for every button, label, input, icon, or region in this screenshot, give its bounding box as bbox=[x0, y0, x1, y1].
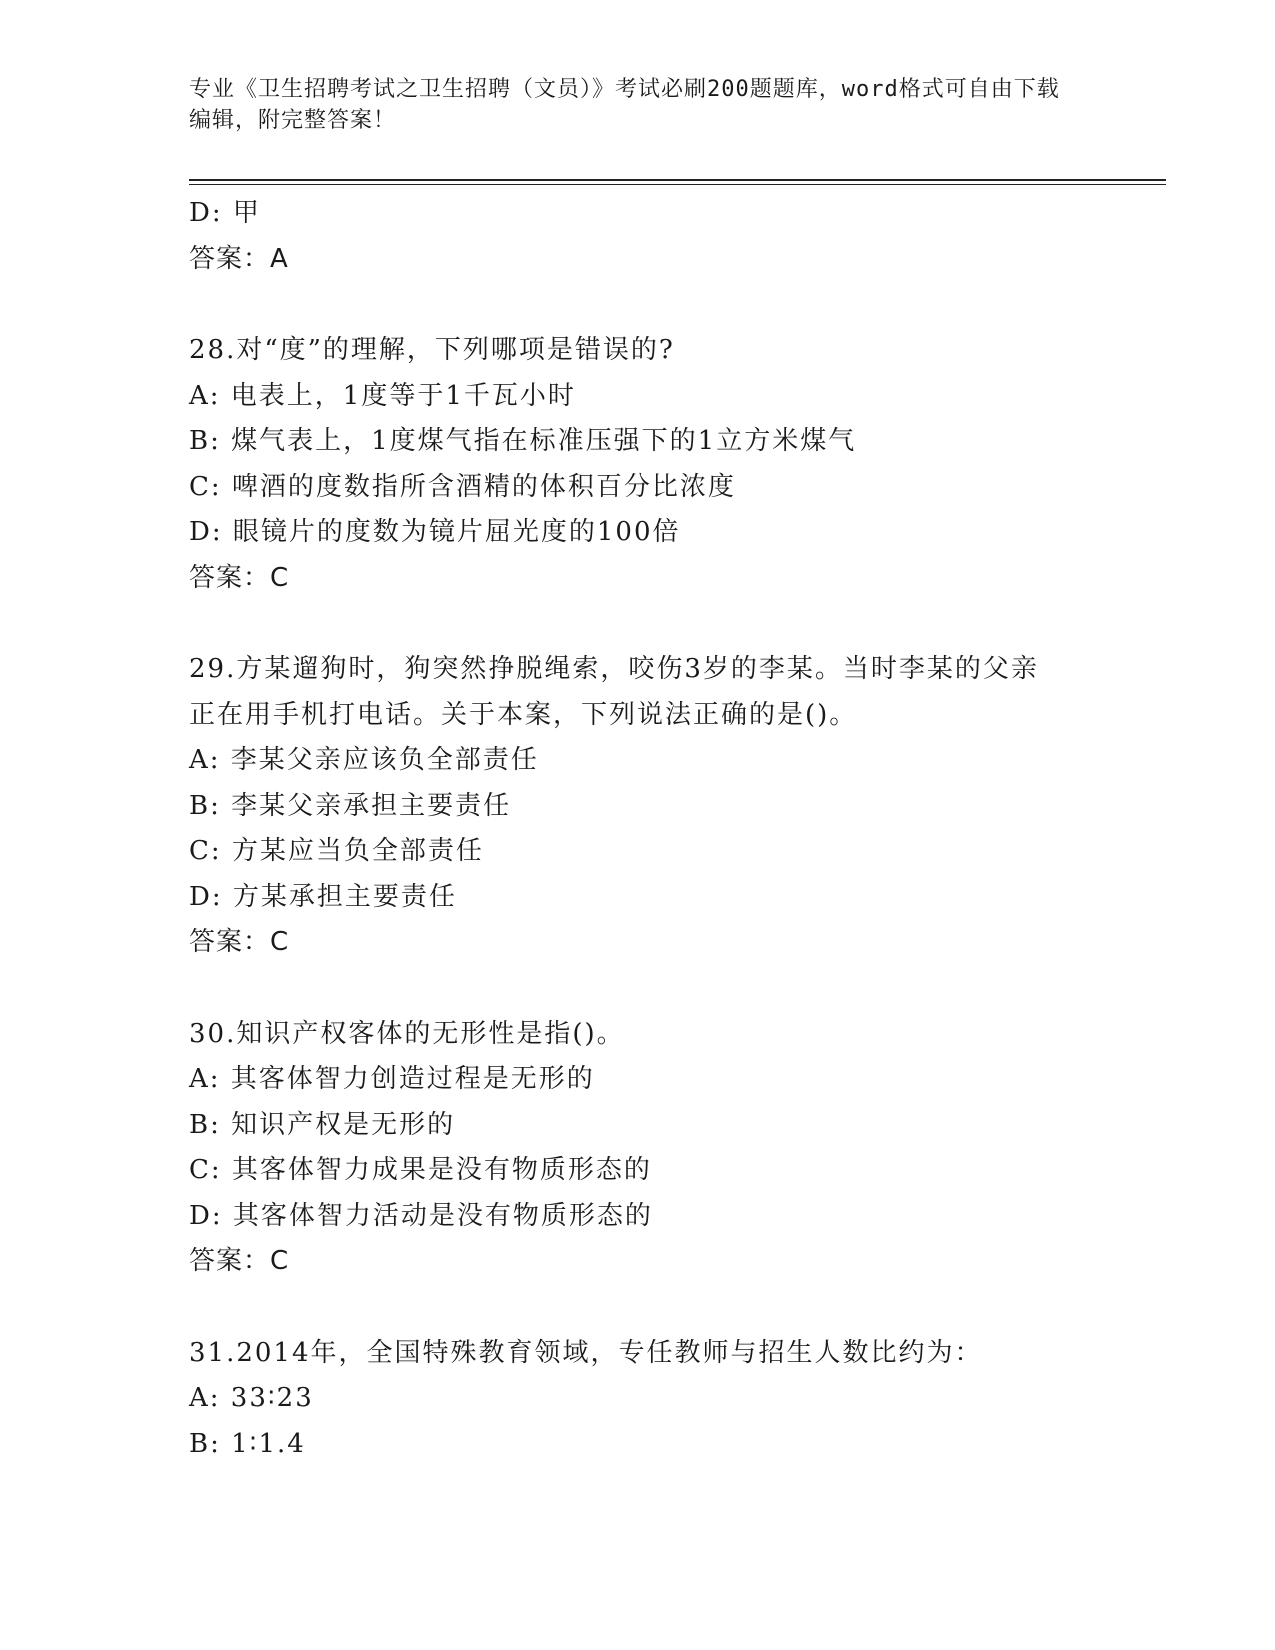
option-a: A: 其客体智力创造过程是无形的 bbox=[189, 1064, 595, 1094]
option-b: B: 知识产权是无形的 bbox=[189, 1109, 456, 1140]
option-b: B: 李某父亲承担主要责任 bbox=[189, 790, 512, 821]
header-rule-thin bbox=[189, 184, 1166, 185]
question-block-28 bbox=[189, 328, 1149, 601]
answer-line: 答案：C bbox=[189, 927, 290, 957]
option-d: D: 方某承担主要责任 bbox=[189, 881, 457, 912]
option-b: B: 煤气表上，1度煤气指在标准压强下的1立方米煤气 bbox=[189, 426, 857, 456]
question-block-30 bbox=[189, 1012, 1149, 1285]
question-block-31 bbox=[189, 1331, 1149, 1468]
option-d: D: 甲 bbox=[189, 198, 261, 228]
question-block-27 bbox=[189, 191, 1149, 282]
document-header: 专业《卫生招聘考试之卫生招聘（文员）》考试必刷200题题库，word格式可自由下载编辑，附完整答案！ bbox=[189, 77, 1060, 133]
spacer bbox=[189, 1285, 1149, 1331]
option-d: D: 眼镜片的度数为镜片屈光度的100倍 bbox=[189, 517, 681, 547]
answer-line: 答案：A bbox=[189, 243, 289, 274]
header-rule-thick bbox=[189, 179, 1166, 181]
option-a: A: 33∶23 bbox=[189, 1383, 314, 1413]
question-stem: 28.对“度”的理解，下列哪项是错误的? bbox=[189, 335, 675, 365]
question-stem: 30.知识产权客体的无形性是指()。 bbox=[189, 1018, 625, 1049]
question-stem: 29.方某遛狗时，狗突然挣脱绳索，咬伤3岁的李某。当时李某的父亲 bbox=[189, 654, 1039, 684]
option-a: A: 电表上，1度等于1千瓦小时 bbox=[189, 380, 576, 411]
option-c: C: 啤酒的度数指所含酒精的体积百分比浓度 bbox=[189, 471, 736, 502]
question-block-29 bbox=[189, 647, 1149, 966]
question-stem-continued: 正在用手机打电话。关于本案，下列说法正确的是()。 bbox=[189, 699, 858, 730]
spacer bbox=[189, 282, 1149, 328]
spacer bbox=[189, 601, 1149, 647]
option-c: C: 其客体智力成果是没有物质形态的 bbox=[189, 1155, 652, 1185]
answer-line: 答案：C bbox=[189, 1246, 290, 1276]
spacer bbox=[189, 966, 1149, 1012]
question-content bbox=[189, 191, 1149, 1467]
answer-line: 答案：C bbox=[189, 562, 290, 593]
question-stem: 31.2014年，全国特殊教育领域，专任教师与招生人数比约为： bbox=[189, 1337, 983, 1368]
option-d: D: 其客体智力活动是没有物质形态的 bbox=[189, 1200, 653, 1231]
option-c: C: 方某应当负全部责任 bbox=[189, 836, 484, 866]
option-b: B: 1∶1.4 bbox=[189, 1428, 306, 1459]
option-a: A: 李某父亲应该负全部责任 bbox=[189, 745, 539, 775]
